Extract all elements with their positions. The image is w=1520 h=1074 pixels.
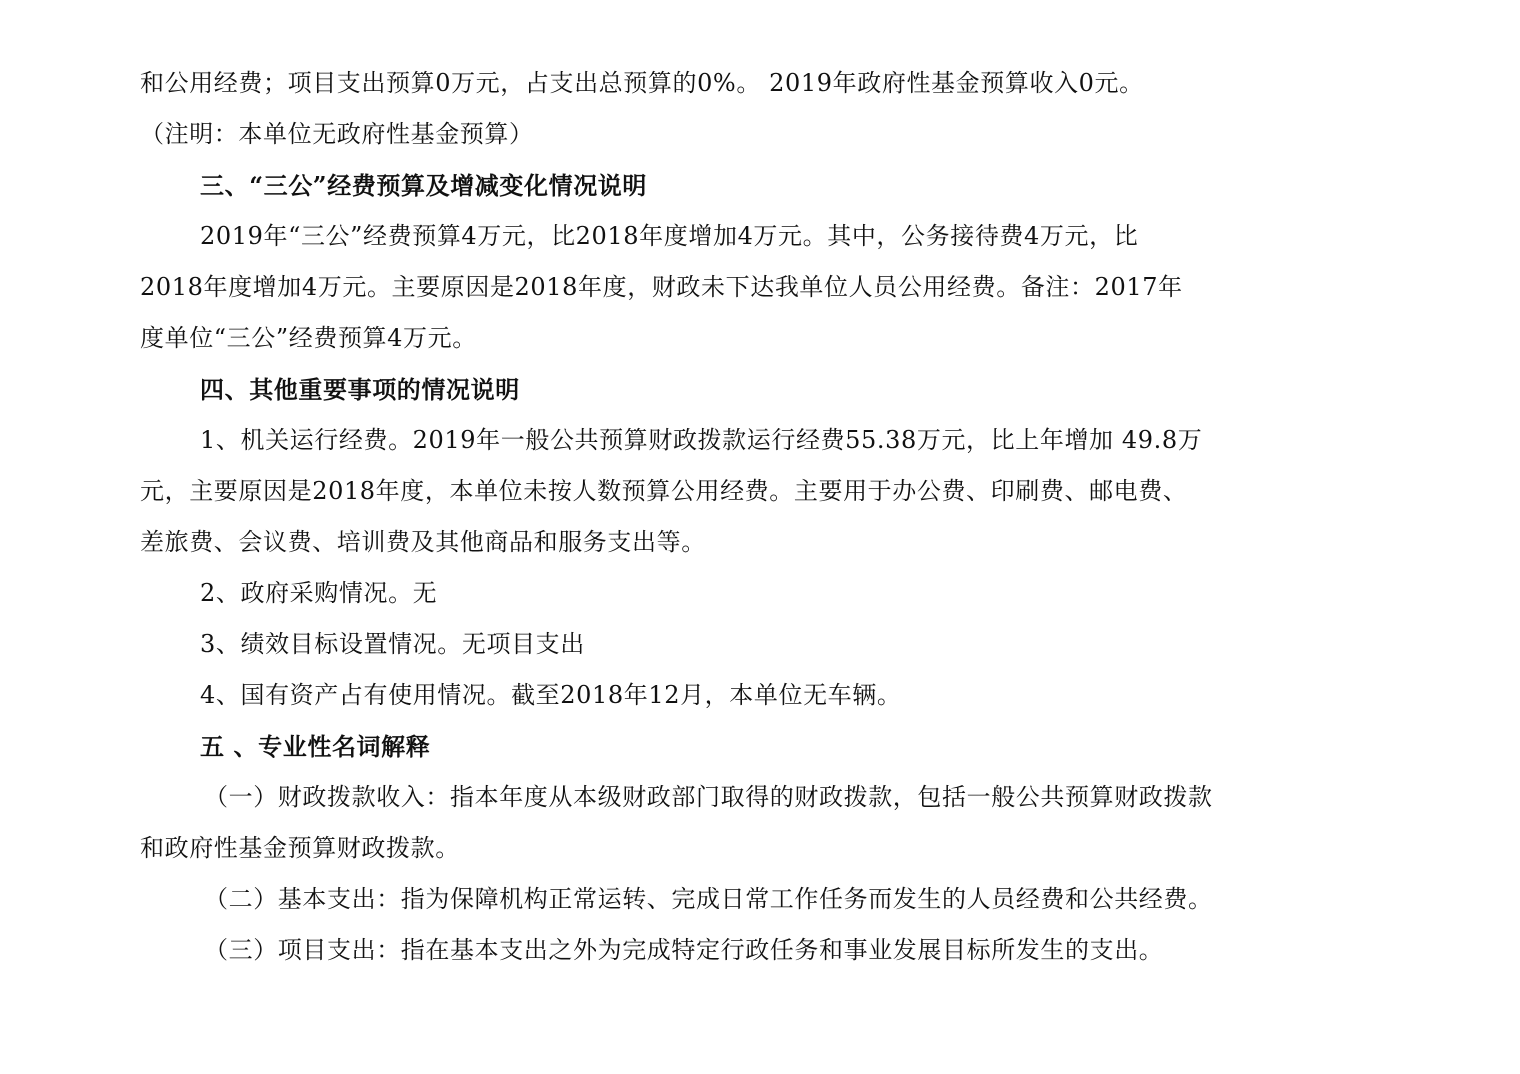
text-line-item-1a: 1、机关运行经费。2019年一般公共预算财政拨款运行经费55.38万元，比上年增加 49.8万 bbox=[200, 426, 1203, 454]
text-line-definition-1a: （一）财政拨款收入：指本年度从本级财政部门取得的财政拨款，包括一般公共预算财政拨款 bbox=[204, 783, 1213, 811]
text-line-sangong-2: 2018年度增加4万元。主要原因是2018年度，财政未下达我单位人员公用经费。备注：2017年 bbox=[140, 273, 1183, 301]
section-heading-three: 三、“三公”经费预算及增减变化情况说明 bbox=[200, 171, 648, 200]
document-page bbox=[140, 58, 1385, 976]
section-heading-five: 五 、专业性名词解释 bbox=[200, 732, 431, 761]
text-line-sangong-3: 度单位“三公”经费预算4万元。 bbox=[140, 324, 477, 352]
text-line-budget-continuation: 和公用经费；项目支出预算0万元，占支出总预算的0%。 2019年政府性基金预算收入0元。 bbox=[140, 69, 1144, 97]
text-line-definition-1b: 和政府性基金预算财政拨款。 bbox=[140, 834, 460, 862]
text-line-item-1c: 差旅费、会议费、培训费及其他商品和服务支出等。 bbox=[140, 528, 706, 556]
text-line-note: （注明：本单位无政府性基金预算） bbox=[140, 120, 534, 148]
text-line-item-4: 4、国有资产占有使用情况。截至2018年12月，本单位无车辆。 bbox=[200, 681, 902, 709]
text-line-definition-3: （三）项目支出：指在基本支出之外为完成特定行政任务和事业发展目标所发生的支出。 bbox=[204, 936, 1164, 964]
text-line-sangong-1: 2019年“三公”经费预算4万元，比2018年度增加4万元。其中，公务接待费4万元，比 bbox=[200, 222, 1139, 250]
text-line-definition-2: （二）基本支出：指为保障机构正常运转、完成日常工作任务而发生的人员经费和公共经费。 bbox=[204, 885, 1213, 913]
text-line-item-2: 2、政府采购情况。无 bbox=[200, 579, 438, 607]
section-heading-four: 四、其他重要事项的情况说明 bbox=[200, 375, 520, 404]
text-line-item-3: 3、绩效目标设置情况。无项目支出 bbox=[200, 630, 585, 658]
text-line-item-1b: 元，主要原因是2018年度，本单位未按人数预算公用经费。主要用于办公费、印刷费、邮电费、 bbox=[140, 477, 1188, 505]
